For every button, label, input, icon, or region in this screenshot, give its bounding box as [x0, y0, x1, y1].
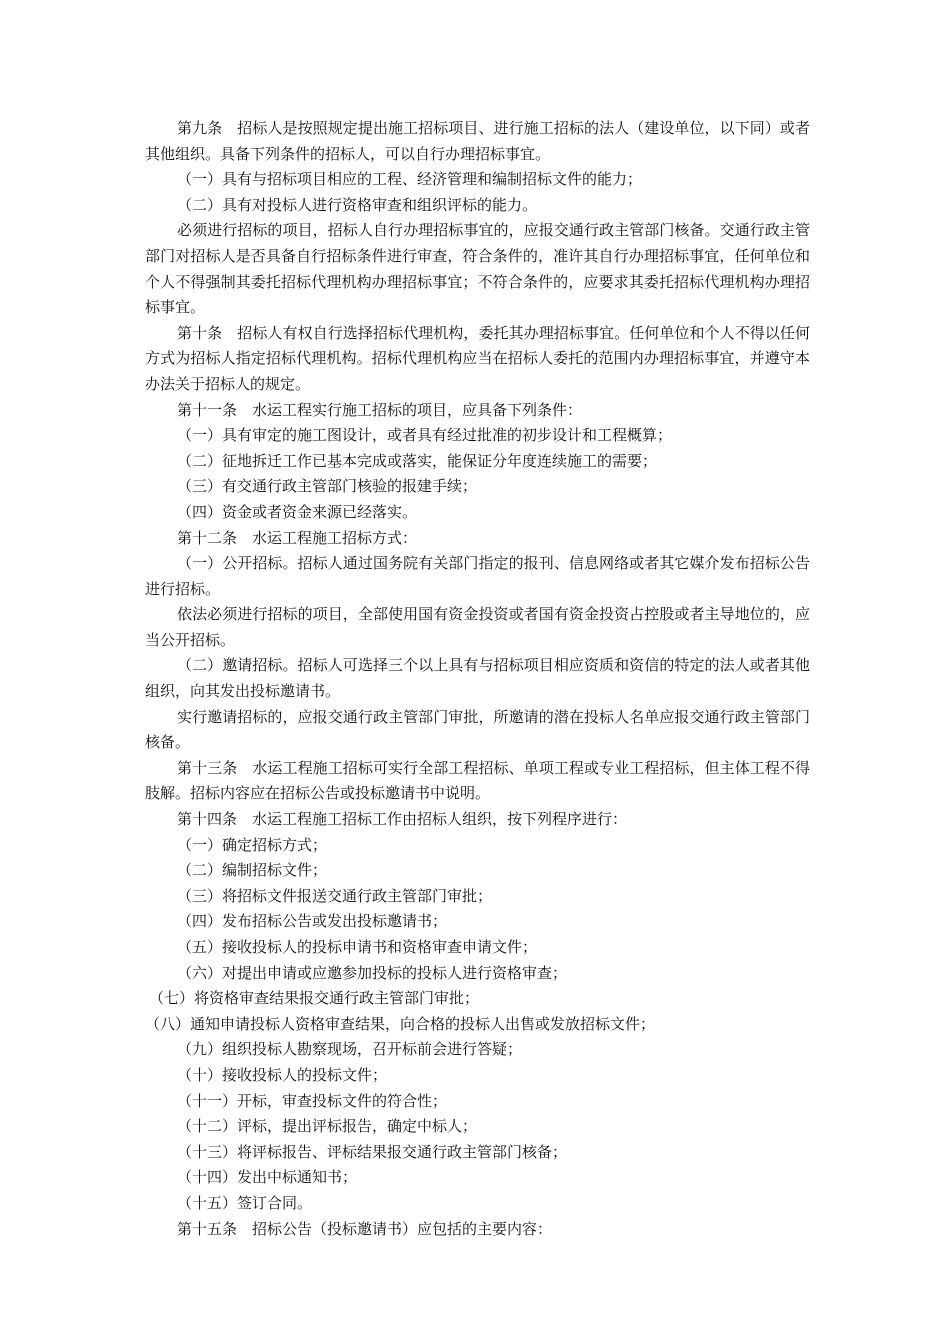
article-12-item-1: （一）公开招标。招标人通过国务院有关部门指定的报刊、信息网络或者其它媒介发布招标公告进行招标。 [145, 554, 810, 598]
article-12-paragraph-2: 实行邀请招标的，应报交通行政主管部门审批，所邀请的潜在投标人名单应报交通行政主管部门核备。 [145, 707, 810, 752]
article-9-paragraph: 必须进行招标的项目，招标人自行办理招标事宜的，应报交通行政主管部门核备。交通行政主管部门对招标人是否具备自行招标条件进行审查，符合条件的，准许其自行办理招标事宜，任何单位和个人不得强制其委托招标代理机构办理招标事宜；不符合条件的，应要求其委托招标代理机构办理招标事宜。 [145, 221, 810, 317]
article-15: 第十五条 招标公告（投标邀请书）应包括的主要内容： [177, 1219, 553, 1238]
article-14-item-5: （五）接收投标人的投标申请书和资格审查申请文件； [177, 938, 538, 956]
article-12-item-2: （二）邀请招标。招标人可选择三个以上具有与招标项目相应资质和资信的特定的法人或者其他组织，向其发出投标邀请书。 [145, 656, 810, 701]
article-9-item-1: （一）具有与招标项目相应的工程、经济管理和编制招标文件的能力； [177, 170, 643, 189]
article-14-item-10: （十）接收投标人的投标文件； [177, 1065, 388, 1084]
article-14-item-12: （十二）评标，提出评标报告，确定中标人； [177, 1117, 478, 1136]
article-11-item-4: （四）资金或者资金来源已经落实。 [177, 502, 418, 521]
article-12: 第十二条 水运工程施工招标方式： [177, 528, 418, 547]
article-14-item-4: （四）发布招标公告或发出投标邀请书； [177, 912, 448, 931]
article-14-item-15: （十五）签订合同。 [177, 1193, 313, 1212]
article-14: 第十四条 水运工程施工招标工作由招标人组织，按下列程序进行： [177, 810, 628, 829]
article-14-item-9: （九）组织投标人勘察现场，召开标前会进行答疑； [177, 1040, 523, 1059]
article-14-item-2: （二）编制招标文件； [177, 861, 328, 880]
article-11: 第十一条 水运工程实行施工招标的项目，应具备下列条件： [177, 400, 583, 419]
article-11-item-1: （一）具有审定的施工图设计，或者具有经过批准的初步设计和工程概算； [177, 426, 673, 445]
article-14-item-6: （六）对提出申请或应邀参加投标的投标人进行资格审查； [177, 963, 568, 982]
article-12-paragraph-1: 依法必须进行招标的项目，全部使用国有资金投资或者国有资金投资占控股或者主导地位的，应当公开招标。 [145, 605, 810, 649]
article-13: 第十三条 水运工程施工招标可实行全部工程招标、单项工程或专业工程招标，但主体工程不得肢解。招标内容应在招标公告或投标邀请书中说明。 [145, 758, 810, 803]
article-11-item-3: （三）有交通行政主管部门核验的报建手续； [177, 477, 478, 496]
article-14-item-3: （三）将招标文件报送交通行政主管部门审批； [177, 886, 493, 905]
article-14-item-1: （一）确定招标方式； [177, 835, 328, 854]
article-14-item-8: （八）通知申请投标人资格审查结果，向合格的投标人出售或发放招标文件； [145, 1014, 656, 1033]
article-10: 第十条 招标人有权自行选择招标代理机构，委托其办理招标事宜。任何单位和个人不得以任何方式为招标人指定招标代理机构。招标代理机构应当在招标人委托的范围内办理招标事宜，并遵守本办法关于招标人的规定。 [145, 323, 810, 393]
article-14-item-13: （十三）将评标报告、评标结果报交通行政主管部门核备； [177, 1142, 568, 1161]
article-9: 第九条 招标人是按照规定提出施工招标项目、进行施工招标的法人（建设单位，以下同）或者其他组织。具备下列条件的招标人，可以自行办理招标事宜。 [145, 119, 810, 163]
article-14-item-14: （十四）发出中标通知书； [177, 1168, 358, 1187]
document-body [145, 116, 810, 1242]
article-14-item-11: （十一）开标，审查投标文件的符合性； [177, 1091, 448, 1110]
article-11-item-2: （二）征地拆迁工作已基本完成或落实，能保证分年度连续施工的需要； [177, 451, 658, 470]
article-14-item-7: （七）将资格审查结果报交通行政主管部门审批； [149, 989, 480, 1008]
article-9-item-2: （二）具有对投标人进行资格审查和组织评标的能力。 [177, 195, 538, 214]
